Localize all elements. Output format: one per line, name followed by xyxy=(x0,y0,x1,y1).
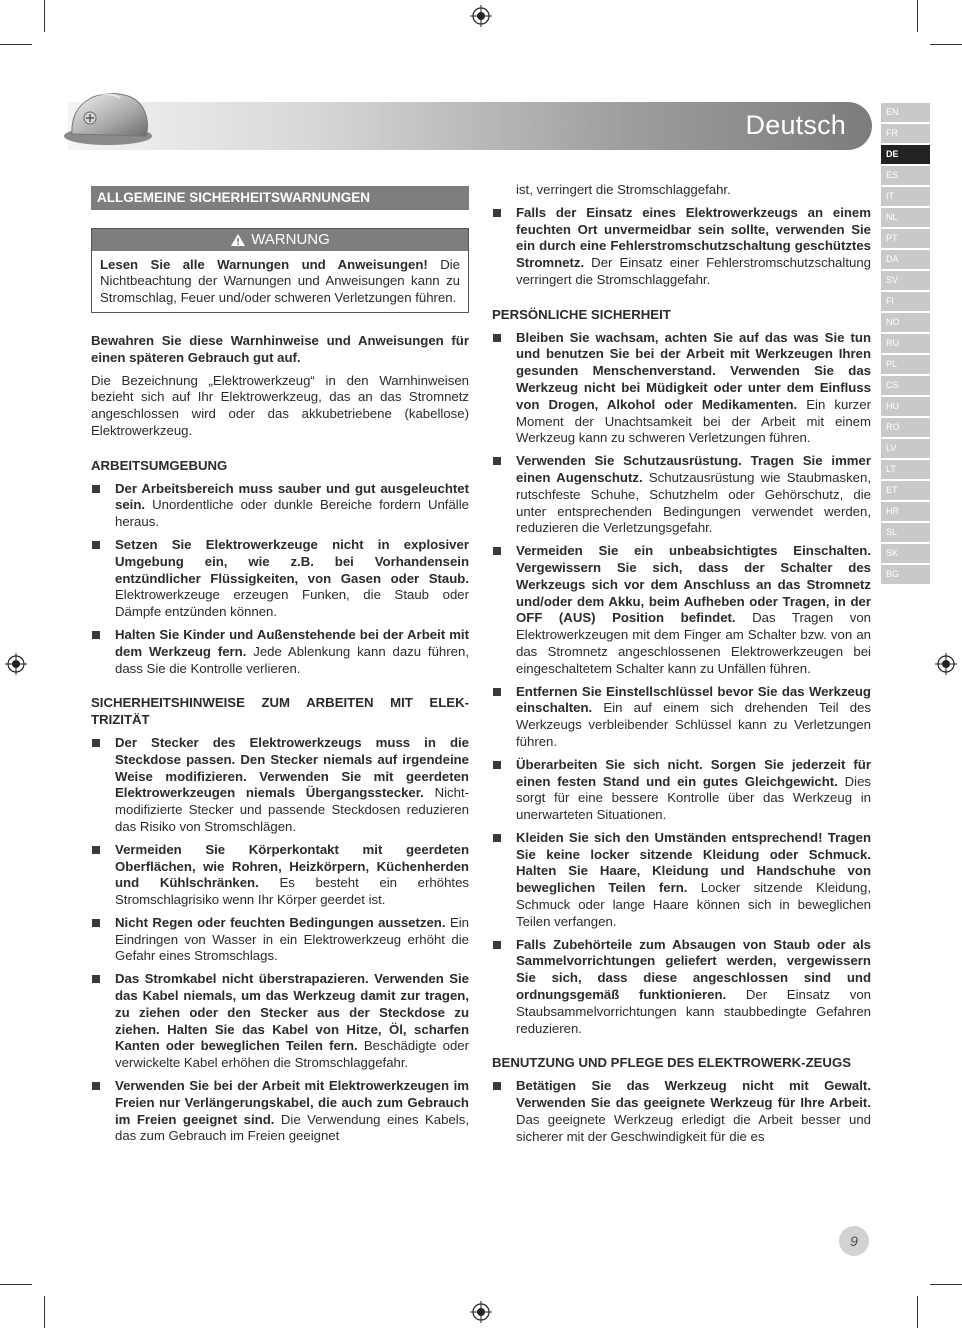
list-item xyxy=(492,453,871,537)
language-tab-nl[interactable]: NL xyxy=(881,208,930,227)
language-tab-lv[interactable]: LV xyxy=(881,439,930,458)
item-text: Es besteht ein erhöhtes Stromschlagrisiko wenn Ihr Körper geerdet ist. xyxy=(115,875,469,908)
registration-mark-icon xyxy=(5,653,27,675)
bullet-icon xyxy=(493,688,501,696)
warning-box xyxy=(91,228,469,313)
language-tab-sl[interactable]: SL xyxy=(881,523,930,542)
list-item xyxy=(492,937,871,1038)
item-bold-text: Vermeiden Sie ein unbeabsichtigtes Einschalten. Vergewissern Sie sich, dass der Schalter des Werkzeugs sich vor dem Anschluss an das Stromnetz und/oder dem Akku, beim Aufheben oder Tragen, in der OFF (AUS) Position befindet. xyxy=(516,543,871,626)
item-bold-text: Entfernen Sie Einstellschlüssel bevor Sie das Werkzeug einschalten. xyxy=(516,683,871,716)
helmet-icon xyxy=(62,74,162,154)
item-bold-text: Nicht Regen oder feuchten Bedingungen aussetzen. xyxy=(115,914,446,930)
language-tab-ro[interactable]: RO xyxy=(881,418,930,437)
bullet-icon xyxy=(493,761,501,769)
page-number: 9 xyxy=(839,1226,869,1256)
language-tab-es[interactable]: ES xyxy=(881,166,930,185)
list-item xyxy=(91,1078,469,1145)
language-tab-fi[interactable]: FI xyxy=(881,292,930,311)
list-item xyxy=(492,757,871,824)
list-item xyxy=(492,1078,871,1145)
bullet-icon xyxy=(493,547,501,555)
definition-paragraph: Die Bezeichnung „Elektrowerkzeug“ in den Warnhinweisen bezieht sich auf Ihr Elektrowerkzeug, das an das Stromnetz angeschlossen wird oder das akkubetriebene (kabellose) Elektrowerkzeug. xyxy=(91,372,469,438)
bullet-icon xyxy=(493,941,501,949)
bullet-icon xyxy=(493,457,501,465)
crop-mark xyxy=(0,44,32,45)
crop-mark xyxy=(0,1284,32,1285)
bullet-icon xyxy=(92,739,100,747)
item-bold-text: Überarbeiten Sie sich nicht. Sorgen Sie jederzeit für einen festen Stand und ein gutes Gleichgewicht. xyxy=(516,756,871,789)
language-tabs xyxy=(881,103,930,586)
crop-mark xyxy=(917,1296,918,1328)
warning-label: WARNUNG xyxy=(251,230,330,248)
list-item xyxy=(492,543,871,677)
crop-mark xyxy=(44,1296,45,1328)
list-item xyxy=(492,684,871,751)
item-bold-text: Kleiden Sie sich den Umständen entsprechend! Tragen Sie keine locker sitzende Kleidung oder Schmuck. Halten Sie Haare, Kleidung und Handschuhe von beweglichen Teilen fern. xyxy=(516,829,871,896)
bullet-icon xyxy=(493,1082,501,1090)
item-text: Die Verwendung eines Kabels, das zum Gebrauch im Freien geeignet xyxy=(115,1111,469,1144)
item-text: Schutzausrüstung wie Staubmasken, rutschfeste Schuhe, Schutzhelm oder Gehörschutz, die unter entsprechenden Bedingungen verwendet werden, reduzieren die Verletzungsgefahr. xyxy=(516,469,871,536)
crop-mark xyxy=(930,1284,962,1285)
list-item xyxy=(91,537,469,621)
item-bold-text: Setzen Sie Elektrowerkzeuge nicht in explosiver Umgebung ein, wie z.B. bei Vorhandensein entzündlicher Flüssigkeiten, von Gasen oder Staub. xyxy=(115,536,469,586)
item-bold-text: Der Stecker des Elektrowerkzeugs muss in die Steckdose passen. Den Stecker niemals auf irgendeine Weise modifizieren. Verwenden Sie mit geerdeten Elektrowerkzeugen niemals Übergangsstecker. xyxy=(115,734,469,801)
bullet-icon xyxy=(92,919,100,927)
bullet-icon xyxy=(92,1082,100,1090)
electrical-list xyxy=(91,735,469,1145)
item-text: Beschädigte oder verwickelte Kabel erhöhen die Stromschlaggefahr. xyxy=(115,1038,469,1071)
item-bold-text: Betätigen Sie das Werkzeug nicht mit Gewalt. Verwenden Sie das geeignete Werkzeug für Ihre Arbeit. xyxy=(516,1078,871,1111)
crop-mark xyxy=(930,44,962,45)
keep-instructions: Bewahren Sie diese Warnhinweise und Anweisungen für einen späteren Gebrauch gut auf. xyxy=(91,332,469,365)
bullet-icon xyxy=(92,846,100,854)
warning-bold: Lesen Sie alle Warnungen und Anweisungen! xyxy=(100,256,428,272)
care-heading: BENUTZUNG UND PFLEGE DES ELEKTROWERK-ZEUGS xyxy=(492,1055,851,1071)
language-tab-da[interactable]: DA xyxy=(881,250,930,269)
list-item xyxy=(91,481,469,531)
personal-safety-list xyxy=(492,330,871,1038)
warning-header xyxy=(92,229,468,251)
language-tab-sk[interactable]: SK xyxy=(881,544,930,563)
bullet-icon xyxy=(92,485,100,493)
item-text: Elektrowerkzeuge erzeugen Funken, die Staub oder Dämpfe entzünden können. xyxy=(115,587,469,620)
list-item xyxy=(91,627,469,677)
list-item xyxy=(91,735,469,836)
crop-mark xyxy=(44,0,45,32)
list-item xyxy=(91,915,469,965)
item-text: Das geeignete Werkzeug erledigt die Arbeit besser und sicherer mit der Geschwindigkeit für die es xyxy=(516,1111,871,1144)
item-bold-text: Verwenden Sie Schutzausrüstung. Tragen Sie immer einen Augenschutz. xyxy=(516,453,871,485)
language-tab-hu[interactable]: HU xyxy=(881,397,930,416)
language-tab-en[interactable]: EN xyxy=(881,103,930,122)
page-title: Deutsch xyxy=(745,110,846,140)
electrical-heading: SICHERHEITSHINWEISE ZUM ARBEITEN MIT ELEK-TRIZITÄT xyxy=(91,695,469,728)
language-tab-lt[interactable]: LT xyxy=(881,460,930,479)
item-bold-text: Halten Sie Kinder und Außenstehende bei der Arbeit mit dem Werkzeug fern. xyxy=(115,626,469,659)
item-bold-text: Das Stromkabel nicht überstrapazieren. Verwenden Sie das Kabel niemals, um das Werkzeug damit zur tragen, zu ziehen oder den Stecker aus der Steckdose zu ziehen. Halten Sie das Kabel von Hitze, Öl, scharfen Kanten oder beweglichen Teilen fern. xyxy=(115,971,469,1054)
registration-mark-icon xyxy=(470,1301,492,1323)
crop-mark xyxy=(917,0,918,32)
item-text: Ein kurzer Moment der Unachtsamkeit bei der Arbeit mit einem Werkzeug kann zu schweren Verletzungen führen. xyxy=(516,396,871,446)
language-tab-et[interactable]: ET xyxy=(881,481,930,500)
item-text: Unordentliche oder dunkle Bereiche fordern Unfälle heraus. xyxy=(115,497,469,530)
bullet-icon xyxy=(92,631,100,639)
language-tab-bg[interactable]: BG xyxy=(881,565,930,584)
item-bold-text: Der Arbeitsbereich muss sauber und gut ausgeleuchtet sein. xyxy=(115,480,469,513)
registration-mark-icon xyxy=(935,653,957,675)
list-item xyxy=(91,971,469,1072)
item-text: Ein Eindringen von Wasser in ein Elektrowerkzeug erhöht die Gefahr eines Stromschlags. xyxy=(115,914,470,964)
warning-text: Die Nichtbeachtung der Warnungen und Anweisungen kann zu Stromschlag, Feuer und/oder schweren Verletzungen führen. xyxy=(100,256,460,306)
list-item xyxy=(91,842,469,909)
bullet-icon xyxy=(493,334,501,342)
warning-triangle-icon xyxy=(230,233,246,247)
bullet-icon xyxy=(493,834,501,842)
left-column xyxy=(91,180,469,1151)
item-text: Jede Ablenkung kann dazu führen, dass Sie die Kontrolle verlieren. xyxy=(115,643,469,676)
continuation-text: ist, verringert die Stromschlaggefahr. xyxy=(516,182,731,197)
language-tab-sv[interactable]: SV xyxy=(881,271,930,290)
work-area-heading: ARBEITSUMGEBUNG xyxy=(91,457,228,473)
list-item xyxy=(492,330,871,448)
item-text: Locker sitzende Kleidung, Schmuck oder lange Haare können sich in beweglichen Teilen verfangen. xyxy=(516,880,871,929)
right-column xyxy=(492,182,871,1151)
language-tab-fr[interactable]: FR xyxy=(881,124,930,143)
item-text: Das Tragen von Elektrowerkzeugen mit dem Finger am Schalter bzw. von an das Stromnetz angeschlossenen Elektrowerkzeugen bei eingeschaltetem Schalter kann zu Unfällen führen. xyxy=(516,610,871,676)
item-bold-text: Vermeiden Sie Körperkontakt mit geerdeten Oberflächen, wie Rohren, Heizkörpern, Küchenherden und Kühlschränken. xyxy=(115,841,469,891)
bullet-icon xyxy=(92,541,100,549)
header-band xyxy=(68,102,872,150)
language-tab-it[interactable]: IT xyxy=(881,187,930,206)
personal-safety-heading: PERSÖNLICHE SICHERHEIT xyxy=(492,306,671,322)
care-list xyxy=(492,1078,871,1145)
item-text: Nicht-modifizierte Stecker und passende Steckdosen reduzieren das Risiko von Stromschlägen. xyxy=(115,785,469,834)
item-text: Der Einsatz von Staubsammelvorrichtungen kann staubbedingte Gefahren reduzieren. xyxy=(516,987,871,1036)
language-tab-de[interactable]: DE xyxy=(881,145,930,164)
language-tab-no[interactable]: NO xyxy=(881,313,930,332)
language-tab-cs[interactable]: CS xyxy=(881,376,930,395)
bullet-icon xyxy=(92,975,100,983)
warning-body xyxy=(92,251,468,312)
item-bold-text: Verwenden Sie bei der Arbeit mit Elektrowerkzeugen im Freien nur Verlängerungskabel, die auch zum Gebrauch im Freien geeignet sind. xyxy=(115,1078,469,1127)
work-area-list xyxy=(91,481,469,678)
registration-mark-icon xyxy=(470,5,492,27)
language-tab-ru[interactable]: RU xyxy=(881,334,930,353)
item-bold-text: Bleiben Sie wachsam, achten Sie auf das was Sie tun und benutzen Sie bei der Arbeit mit Werkzeugen Ihren gesunden Menschenverstand. Verwenden Sie das Werkzeug nicht bei Müdigkeit oder unter dem Einfluss von Drogen, Alkohol oder Medikamenten. xyxy=(516,329,871,412)
section-title: ALLGEMEINE SICHERHEITSWARNUNGEN xyxy=(91,186,469,210)
item-text: Dies sorgt für eine bessere Kontrolle über das Werkzeug in unerwarteten Situationen. xyxy=(516,773,871,823)
language-tab-pl[interactable]: PL xyxy=(881,355,930,374)
bullet-icon xyxy=(493,209,501,217)
language-tab-hr[interactable]: HR xyxy=(881,502,930,521)
list-item: Falls der Einsatz eines Elektrowerkzeugs an einem feuchten Ort unvermeidbar sein sollte, verwenden Sie ein durch eine Fehlerstromschutzschaltung geschütztes Stromnetz. Der Einsatz einer Fehlerstromschutzschaltung verringert die Stromschlaggefahr. xyxy=(492,205,871,289)
language-tab-pt[interactable]: PT xyxy=(881,229,930,248)
item-text: Ein auf einem sich drehenden Teil des Werkzeugs verbleibender Schlüssel kann zu Verletzungen führen. xyxy=(516,700,872,749)
list-item xyxy=(492,830,871,931)
item-bold-text: Falls Zubehörteile zum Absaugen von Staub oder als Sammelvorrichtungen geliefert werden, vergewissern Sie sich, dass diese angeschlossen sind und ordnungsgemäß funktionieren. xyxy=(516,936,871,1003)
